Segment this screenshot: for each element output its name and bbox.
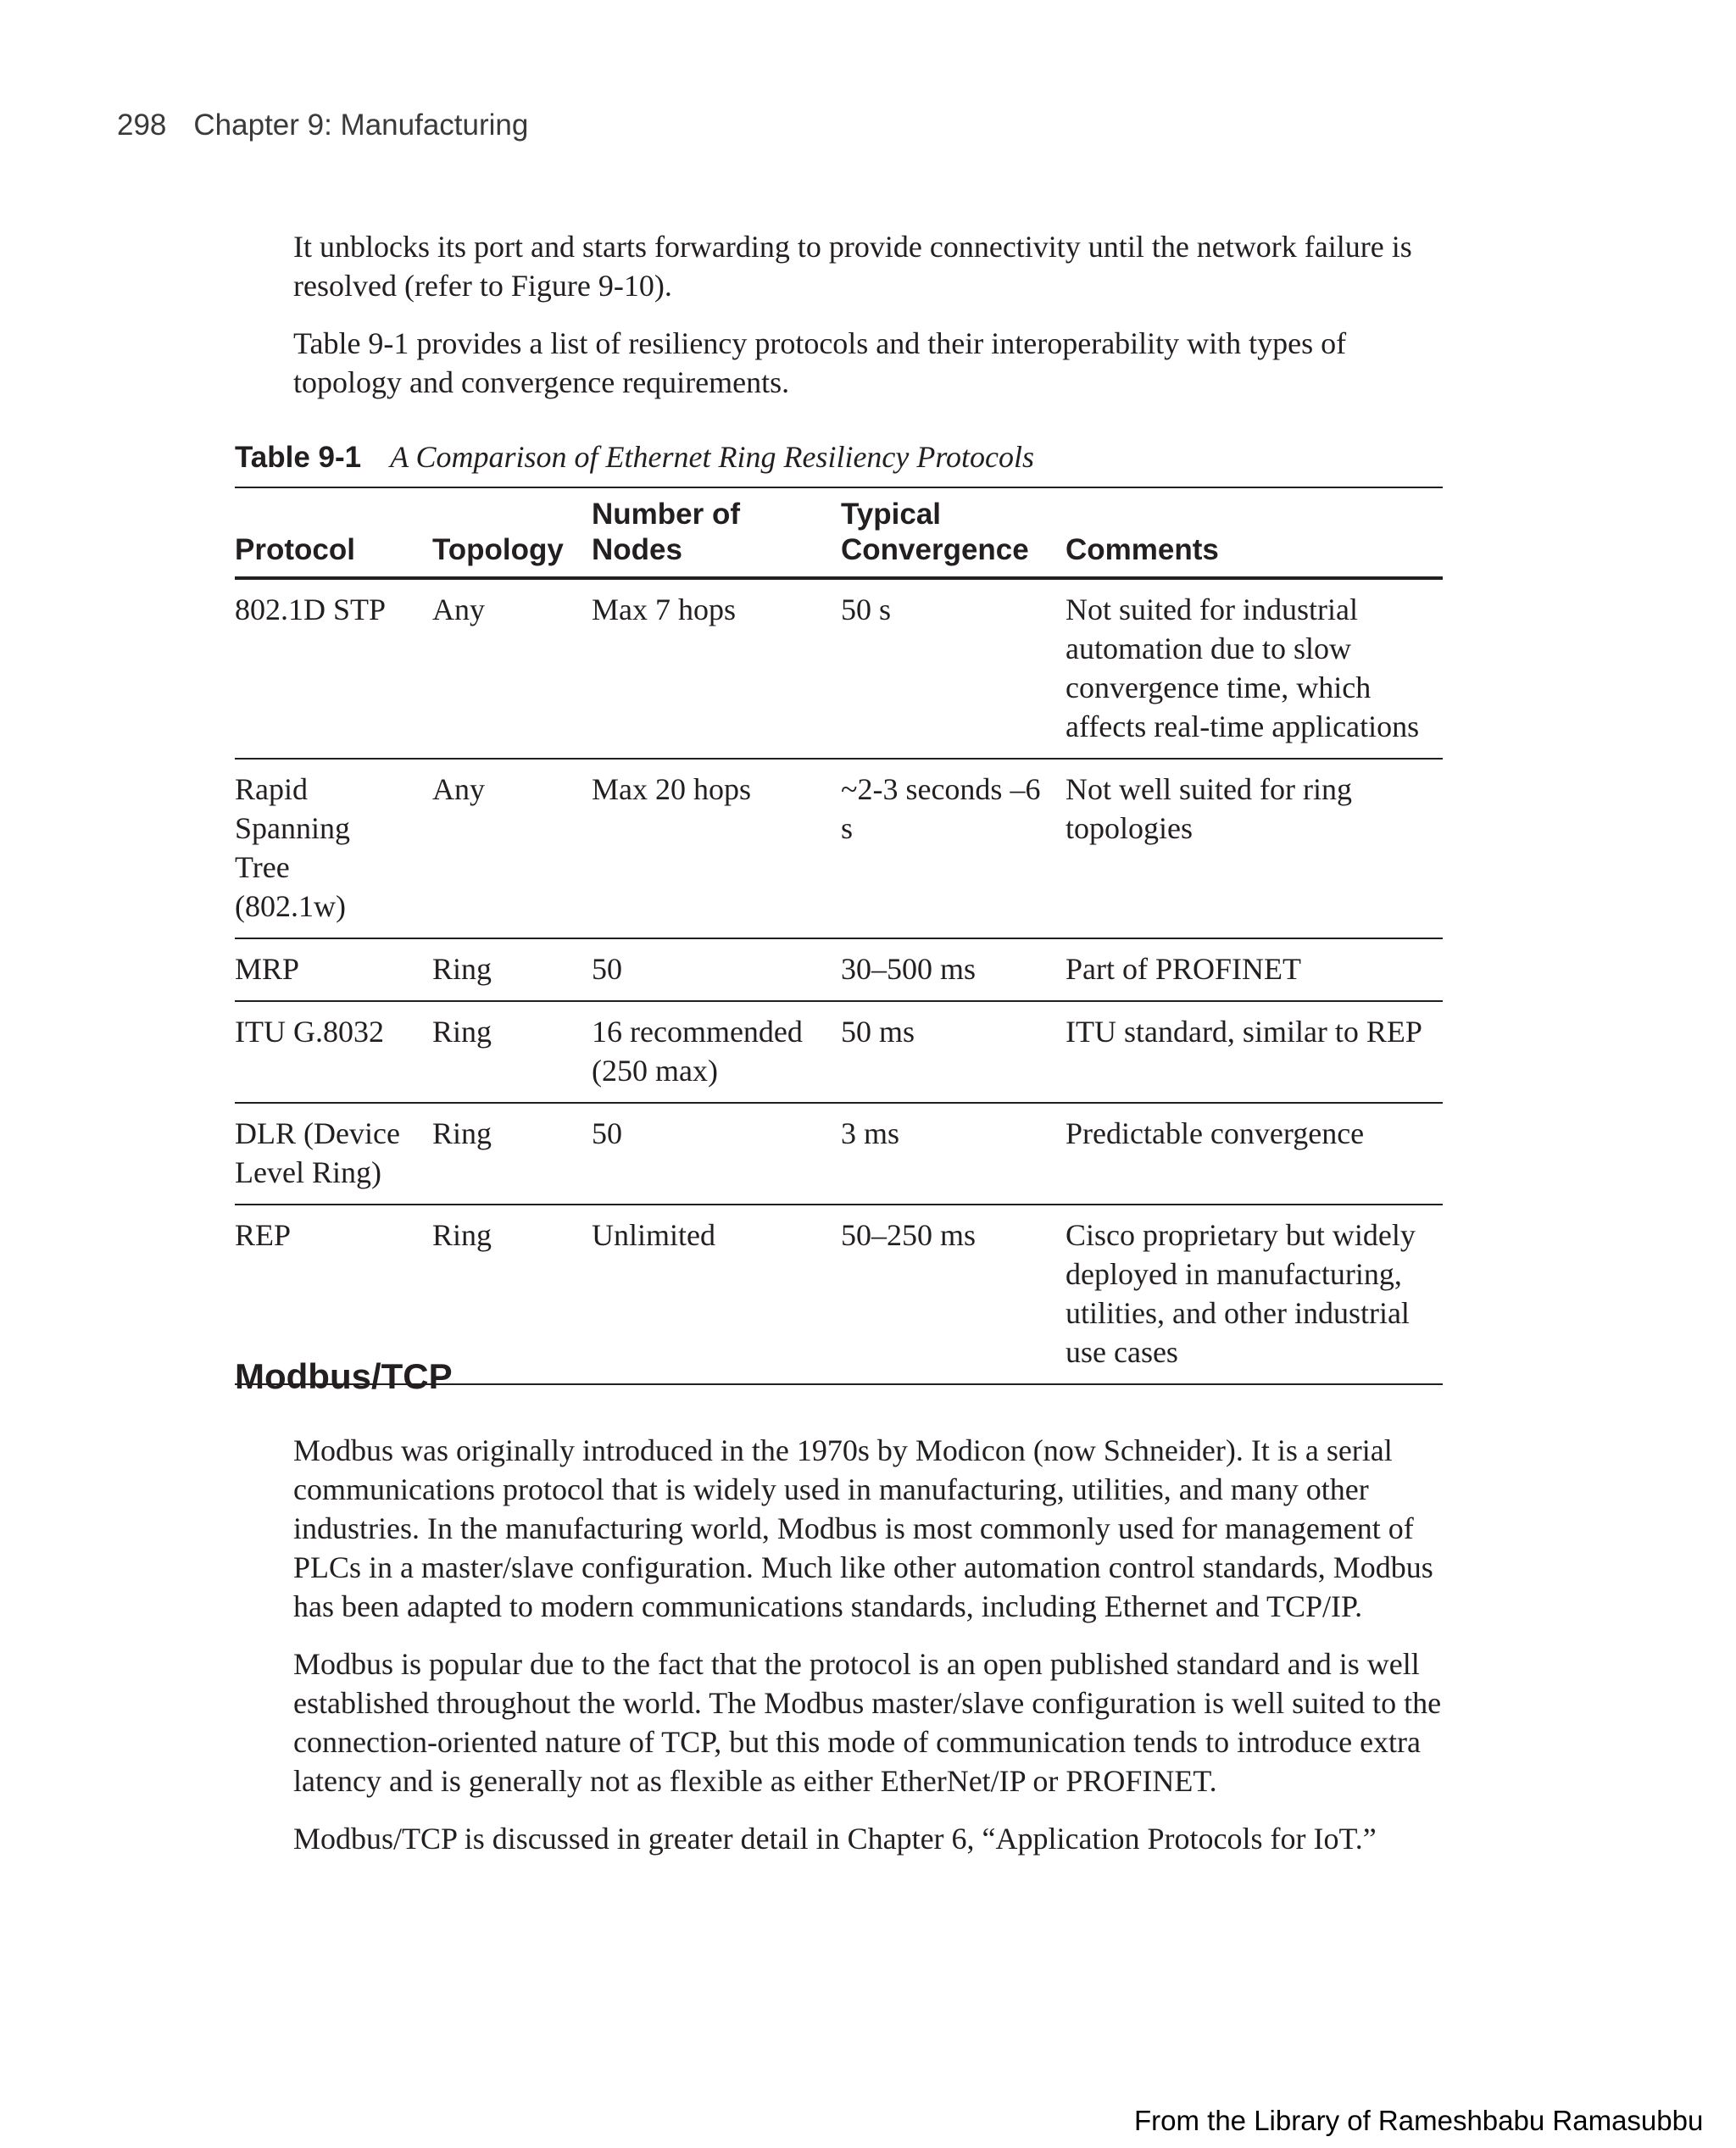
cell-convergence: 50 s — [841, 578, 1066, 759]
cell-topology: Ring — [432, 938, 592, 1001]
table-row — [235, 759, 1443, 938]
cell-comments: ITU standard, similar to REP — [1066, 1001, 1443, 1103]
cell-protocol — [235, 759, 432, 938]
protocol-comparison-table — [235, 487, 1443, 1385]
table-row — [235, 578, 1443, 759]
intro-paragraph-2: Table 9-1 provides a list of resiliency protocols and their interoperability with types of topology and convergence requirements. — [293, 326, 1347, 399]
body-paragraph-3: Modbus/TCP is discussed in greater detail in Chapter 6, “Application Protocols for IoT.” — [293, 1822, 1377, 1856]
section-heading: Modbus/TCP — [235, 1356, 453, 1396]
table-row — [235, 1103, 1443, 1205]
header-topology: Topology — [432, 487, 592, 578]
header-nodes-line2: Nodes — [592, 533, 682, 566]
cell-comments — [1066, 759, 1443, 938]
cell-comments: Part of PROFINET — [1066, 938, 1443, 1001]
header-convergence-line2: Convergence — [841, 533, 1029, 566]
cell-convergence-text: ~2-3 seconds –6 s — [841, 772, 1041, 845]
body-paragraph-1: Modbus was originally introduced in the 1970s by Modicon (now Schneider). It is a serial communications protocol that is widely used in manufacturing, utilities, and many other industries. In the manufacturing world, Modbus is most commonly used for management of PLCs in a master/slave configuration. Much like other automation control standards, Modbus has been adapted to modern communications standards, including Ethernet and TCP/IP. — [293, 1433, 1433, 1623]
cell-topology: Any — [432, 578, 592, 759]
cell-comments-text: Not well suited for ring topologies — [1066, 772, 1352, 845]
table-row — [235, 938, 1443, 1001]
section-body — [293, 1431, 1455, 1877]
cell-convergence: 50 ms — [841, 1001, 1066, 1103]
cell-protocol: MRP — [235, 938, 432, 1001]
library-footer: From the Library of Rameshbabu Ramasubbu — [1134, 2105, 1704, 2136]
table-caption — [235, 439, 1034, 475]
table-header-row — [235, 487, 1443, 578]
header-nodes — [592, 487, 841, 578]
table-title: A Comparison of Ethernet Ring Resiliency Protocols — [390, 440, 1035, 474]
cell-convergence: 3 ms — [841, 1103, 1066, 1205]
cell-protocol-text: DLR (Device Level Ring) — [235, 1116, 400, 1189]
intro-text — [293, 227, 1455, 420]
cell-nodes: 50 — [592, 938, 841, 1001]
cell-nodes: 50 — [592, 1103, 841, 1205]
running-head — [117, 109, 528, 142]
cell-convergence: 50–250 ms — [841, 1205, 1066, 1384]
cell-convergence: 30–500 ms — [841, 938, 1066, 1001]
body-paragraph-2: Modbus is popular due to the fact that the protocol is an open published standard and is well established throughout the world. The Modbus master/slave configuration is well suited to the connection-oriented nature of TCP, but this mode of communication tends to introduce extra latency and is generally not as flexible as either EtherNet/IP or PROFINET. — [293, 1647, 1442, 1798]
header-comments: Comments — [1066, 487, 1443, 578]
cell-nodes — [592, 1001, 841, 1103]
cell-nodes: Unlimited — [592, 1205, 841, 1384]
cell-topology: Ring — [432, 1103, 592, 1205]
cell-nodes: Max 20 hops — [592, 759, 841, 938]
cell-nodes-text: 16 recommended (250 max) — [592, 1015, 803, 1088]
cell-nodes: Max 7 hops — [592, 578, 841, 759]
intro-paragraph-1: It unblocks its port and starts forwarding to provide connectivity until the network failure is resolved (refer to Figure 9-10). — [293, 230, 1412, 303]
cell-protocol: ITU G.8032 — [235, 1001, 432, 1103]
cell-comments: Predictable convergence — [1066, 1103, 1443, 1205]
cell-protocol — [235, 1103, 432, 1205]
chapter-title: Chapter 9: Manufacturing — [193, 109, 529, 142]
header-protocol: Protocol — [235, 487, 432, 578]
header-convergence — [841, 487, 1066, 578]
table-container — [235, 487, 1443, 1385]
cell-comments: Not suited for industrial automation due to slow convergence time, which affects real-time applications — [1066, 578, 1443, 759]
cell-protocol: REP — [235, 1205, 432, 1384]
page-number: 298 — [117, 109, 167, 142]
table-label: Table 9-1 — [235, 441, 362, 474]
cell-convergence — [841, 759, 1066, 938]
cell-protocol-text: Rapid Spanning Tree (802.1w) — [235, 772, 351, 923]
header-convergence-line1: Typical — [841, 498, 942, 531]
cell-protocol: 802.1D STP — [235, 578, 432, 759]
header-nodes-line1: Number of — [592, 498, 740, 531]
table-row — [235, 1001, 1443, 1103]
cell-topology: Ring — [432, 1205, 592, 1384]
cell-comments: Cisco proprietary but widely deployed in manufacturing, utilities, and other industrial use cases — [1066, 1205, 1443, 1384]
cell-topology: Ring — [432, 1001, 592, 1103]
cell-topology: Any — [432, 759, 592, 938]
